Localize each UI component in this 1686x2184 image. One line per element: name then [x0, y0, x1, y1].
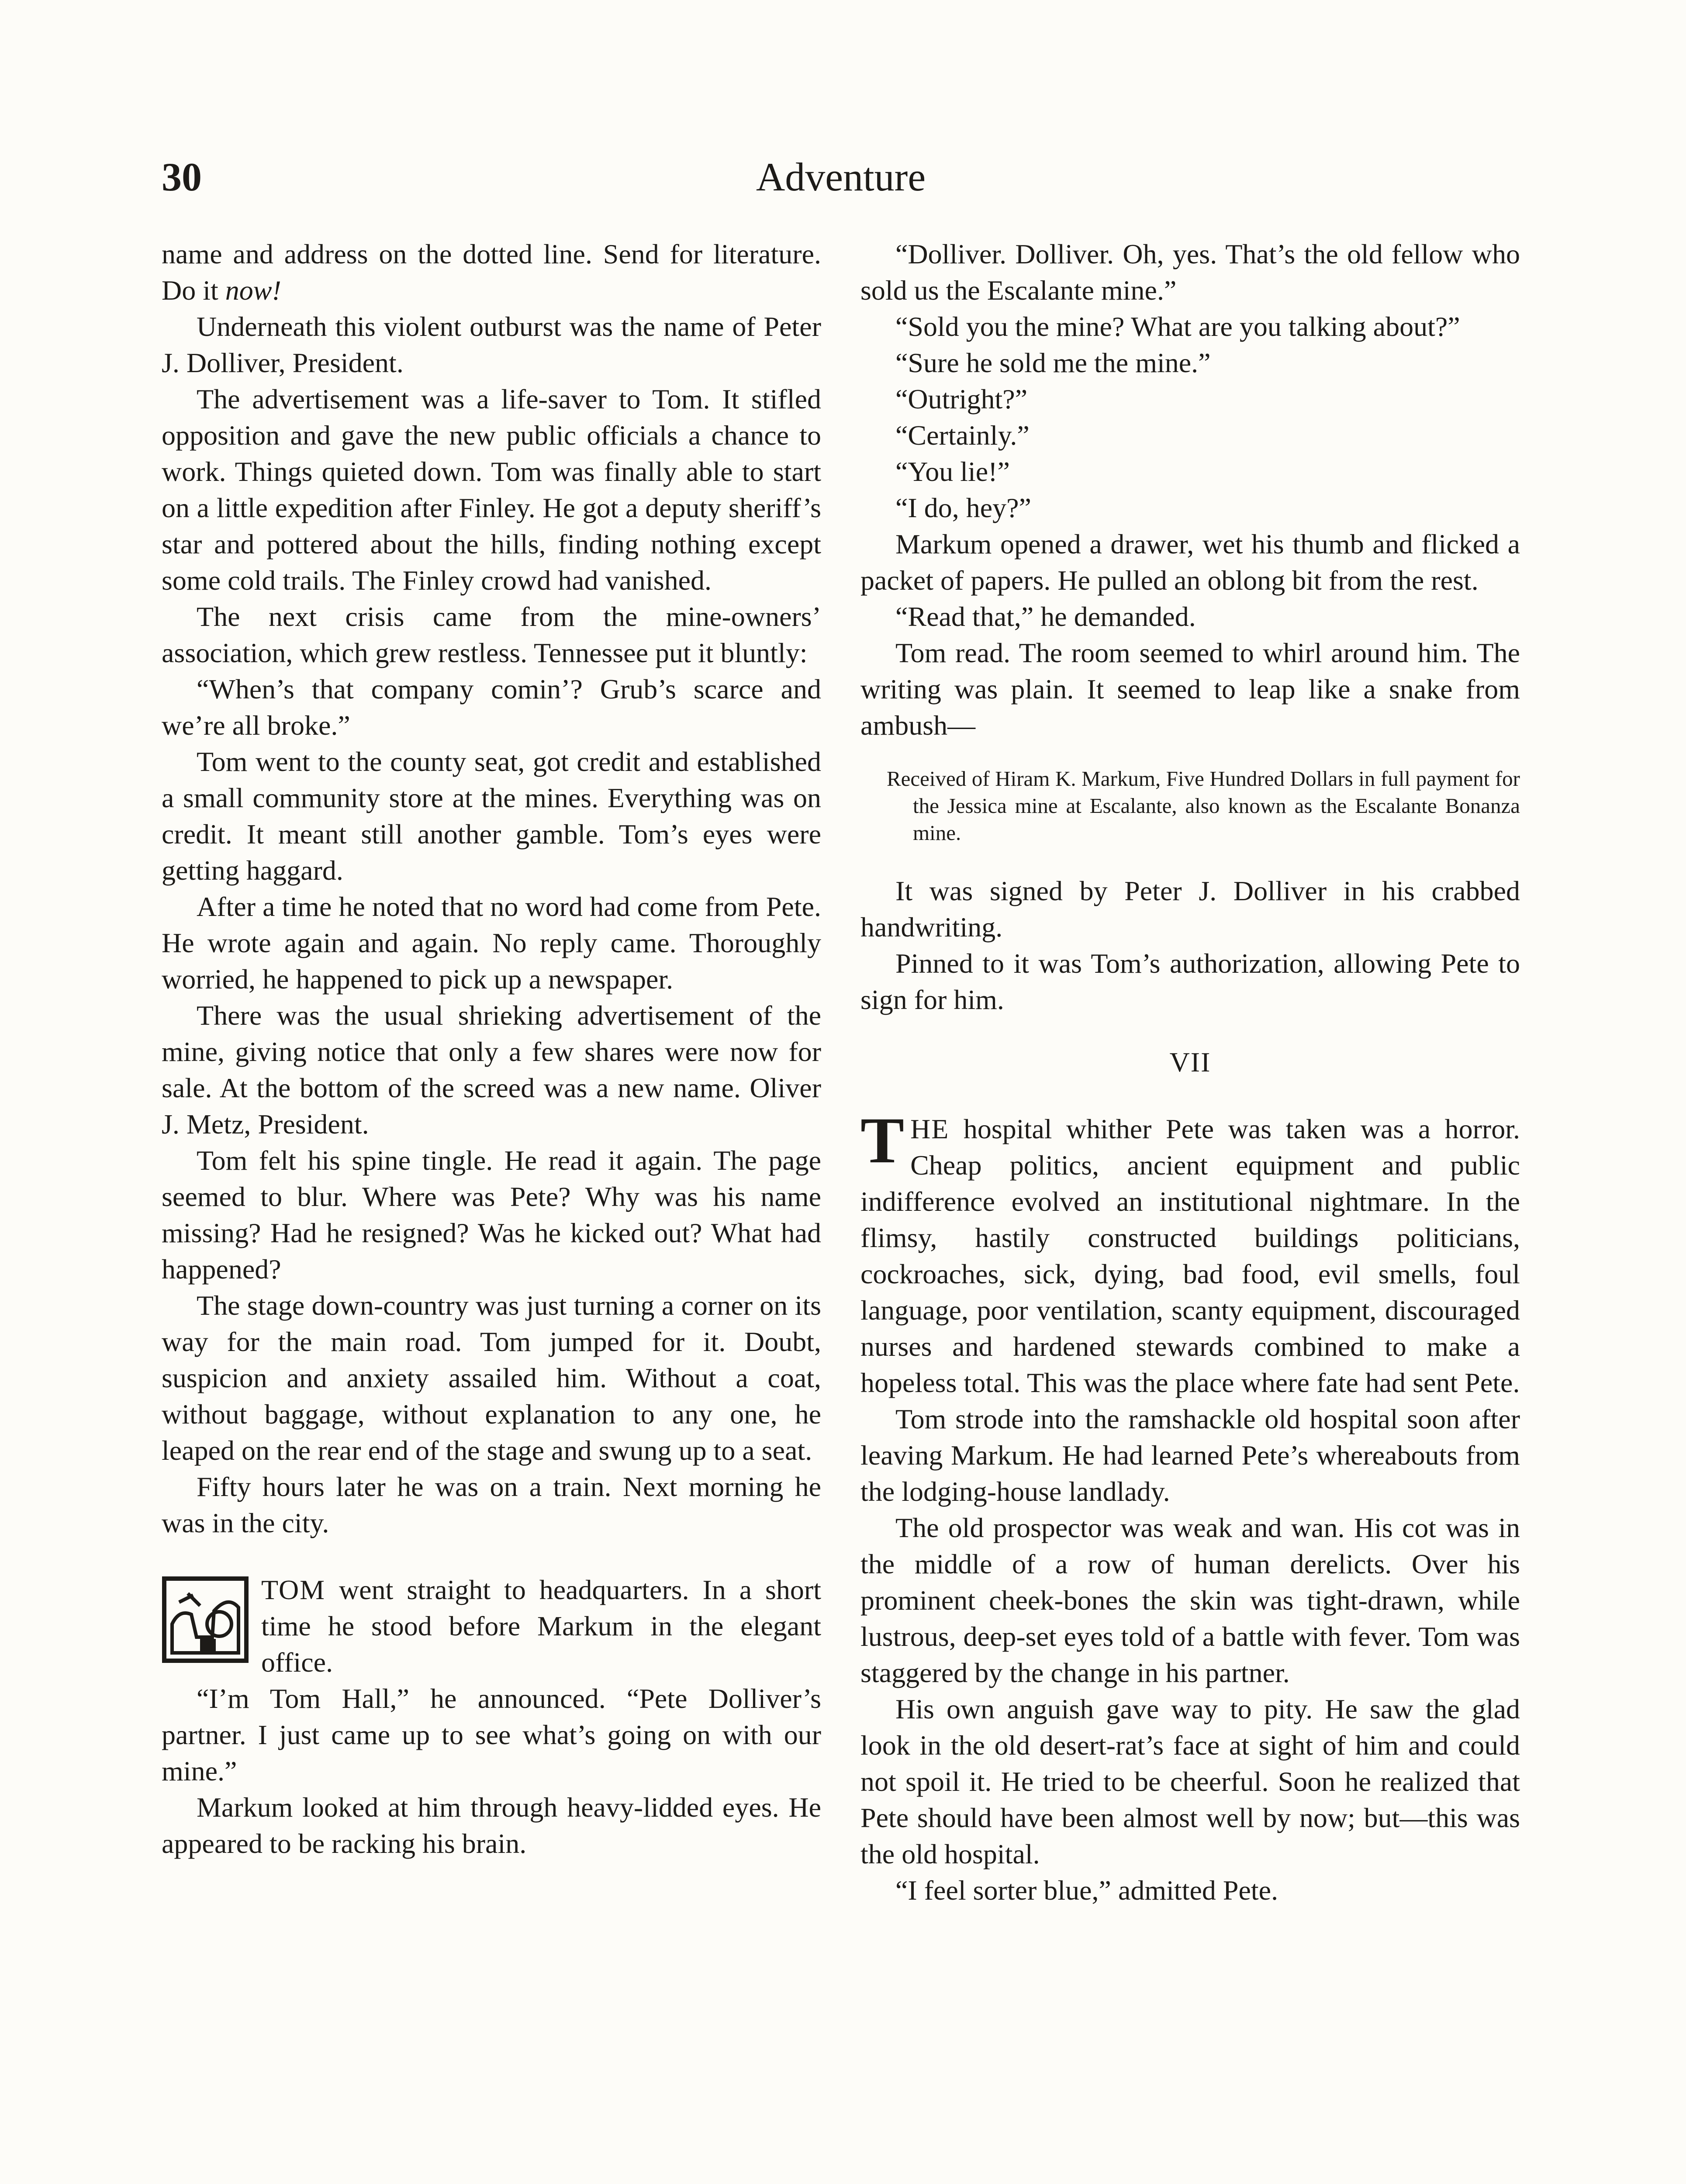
paragraph: Tom went to the county seat, got credit and established a small community store at the mines. Everything was on credit. It meant still another gamble. Tom’s eyes were getting haggard. — [162, 746, 821, 886]
section-heading: VII — [1169, 1047, 1211, 1078]
scene-break-ornament-icon — [162, 1576, 249, 1663]
scene-break-paragraph: TOM went straight to headquarters. In a short time he stood before Markum in the elegant office. — [162, 1572, 821, 1680]
paragraph: Tom strode into the ramshackle old hospital soon after leaving Markum. He had learned Pete’s whereabouts from the lodging-house landlady. — [860, 1403, 1520, 1507]
paragraph: “I do, hey?” — [895, 492, 1031, 523]
paragraph: “Certainly.” — [895, 420, 1030, 451]
paragraph: Underneath this violent outburst was the name of Peter J. Dolliver, President. — [162, 311, 821, 378]
paragraph: “I feel sorter blue,” admitted Pete. — [895, 1875, 1278, 1906]
dropcap-paragraph: THE hospital whither Pete was taken was a horror. Cheap politics, ancient equipment and public indifference evolved an institutional nightmare. In the flimsy, hastily constructed buildings politicians, cockroaches, sick, dying, bad food, evil smells, foul language, poor ventilation, scanty equipment, discouraged nurses and hardened stewards combined to make a hopeless total. This was the place where fate had sent Pete. — [860, 1111, 1520, 1398]
paragraph: Markum opened a drawer, wet his thumb and flicked a packet of papers. He pulled an oblong bit from the rest. — [860, 529, 1520, 596]
paragraph: Pinned to it was Tom’s authorization, allowing Pete to sign for him. — [860, 948, 1520, 1015]
paragraph: After a time he noted that no word had come from Pete. He wrote again and again. No reply came. Thoroughly worried, he happened to pick up a newspaper. — [162, 891, 821, 995]
paragraph: name and address on the dotted line. Send for literature. Do it now! — [162, 238, 821, 306]
paragraph: “Sure he sold me the mine.” — [895, 347, 1211, 378]
receipt-quote: Received of Hiram K. Markum, Five Hundred Dollars in full payment for the Jessica mine at Escalante, also known as the Escalante Bonanza mine. — [887, 767, 1520, 845]
page-header — [162, 144, 1520, 210]
running-title: Adventure — [756, 155, 926, 199]
paragraph: “Read that,” he demanded. — [895, 601, 1196, 632]
paragraph: Tom read. The room seemed to whirl around him. The writing was plain. It seemed to leap like a snake from ambush— — [860, 637, 1520, 741]
paragraph: The old prospector was weak and wan. His cot was in the middle of a row of human derelicts. Over his prominent cheek-bones the skin was tight-drawn, while lustrous, deep-set eyes told of a battle with fever. Tom was staggered by the change in his partner. — [860, 1512, 1520, 1688]
paragraph: “Outright?” — [895, 384, 1028, 415]
paragraph: His own anguish gave way to pity. He saw the glad look in the old desert-rat’s face at sight of him and could not spoil it. He tried to be cheerful. Soon he realized that Pete should have been almost well by now; but—this was the old hospital. — [860, 1693, 1520, 1870]
paragraph: Markum looked at him through heavy-lidded eyes. He appeared to be racking his brain. — [162, 1792, 821, 1859]
paragraph: “When’s that company comin’? Grub’s scarce and we’re all broke.” — [162, 674, 821, 741]
paragraph: “I’m Tom Hall,” he announced. “Pete Dolliver’s partner. I just came up to see what’s going on with our mine.” — [162, 1683, 821, 1787]
paragraph: It was signed by Peter J. Dolliver in his crabbed handwriting. — [860, 875, 1520, 943]
paragraph: Fifty hours later he was on a train. Next morning he was in the city. — [162, 1471, 821, 1538]
paragraph: “Dolliver. Dolliver. Oh, yes. That’s the old fellow who sold us the Escalante mine.” — [860, 238, 1520, 306]
paragraph: “Sold you the mine? What are you talking about?” — [895, 311, 1460, 342]
paragraph: The next crisis came from the mine-owners’ association, which grew restless. Tennessee put it bluntly: — [162, 601, 821, 668]
paragraph: “You lie!” — [895, 456, 1010, 487]
page-number: 30 — [162, 155, 202, 199]
right-column — [860, 236, 1520, 1908]
paragraph: The stage down-country was just turning a corner on its way for the main road. Tom jumped for it. Doubt, suspicion and anxiety assailed him. Without a coat, without baggage, without explanation to any one, he leaped on the rear end of the stage and swung up to a seat. — [162, 1290, 821, 1466]
paragraph: Tom felt his spine tingle. He read it again. The page seemed to blur. Where was Pete? Why was his name missing? Had he resigned? Was he kicked out? What had happened? — [162, 1145, 821, 1285]
paragraph: The advertisement was a life-saver to Tom. It stifled opposition and gave the new public officials a chance to work. Things quieted down. Tom was finally able to start on a little expedition after Finley. He got a deputy sheriff’s star and pottered about the hills, finding nothing except some cold trails. The Finley crowd had vanished. — [162, 384, 821, 596]
drop-cap: T — [860, 1111, 905, 1177]
paragraph: There was the usual shrieking advertisement of the mine, giving notice that only a few shares were now for sale. At the bottom of the screed was a new name. Oliver J. Metz, President. — [162, 1000, 821, 1140]
left-column — [162, 236, 821, 1862]
